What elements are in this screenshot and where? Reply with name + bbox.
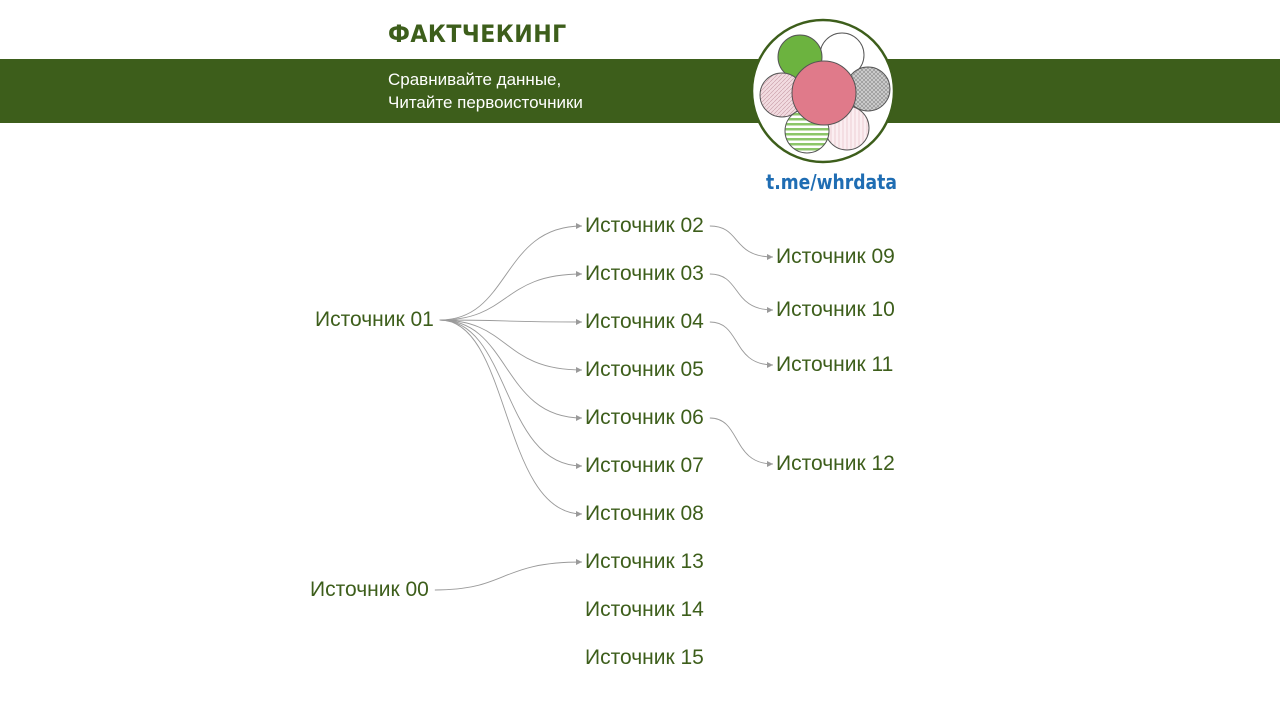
node-source-11: Источник 11 [776, 353, 894, 376]
edge-n01-n08 [440, 320, 582, 514]
node-source-02: Источник 02 [585, 214, 704, 237]
subtitle-line-2: Читайте первоисточники [388, 93, 583, 112]
telegram-link[interactable]: t.me/whrdata [766, 170, 898, 194]
node-source-01: Источник 01 [315, 308, 434, 331]
edge-n06-n12 [710, 418, 773, 464]
edge-n03-n10 [710, 274, 773, 310]
node-source-14: Источник 14 [585, 598, 704, 621]
node-source-06: Источник 06 [585, 406, 704, 429]
node-source-12: Источник 12 [776, 452, 895, 475]
edge-n02-n09 [710, 226, 773, 257]
node-source-08: Источник 08 [585, 502, 704, 525]
edge-n01-n07 [440, 320, 582, 466]
node-source-05: Источник 05 [585, 358, 704, 381]
node-source-13: Источник 13 [585, 550, 704, 573]
node-source-15: Источник 15 [585, 646, 704, 669]
subtitle-line-1: Сравнивайте данные, [388, 70, 562, 89]
page-title: ФАКТЧЕКИНГ [388, 20, 567, 48]
node-source-03: Источник 03 [585, 262, 704, 285]
edge-n01-n02 [440, 226, 582, 320]
node-source-10: Источник 10 [776, 298, 895, 321]
node-source-00: Источник 00 [310, 578, 429, 601]
edge-n01-n03 [440, 274, 582, 320]
edge-n00-n13 [435, 562, 582, 590]
node-source-09: Источник 09 [776, 245, 895, 268]
node-source-04: Источник 04 [585, 310, 704, 333]
node-source-07: Источник 07 [585, 454, 704, 477]
edge-n04-n11 [710, 322, 773, 365]
